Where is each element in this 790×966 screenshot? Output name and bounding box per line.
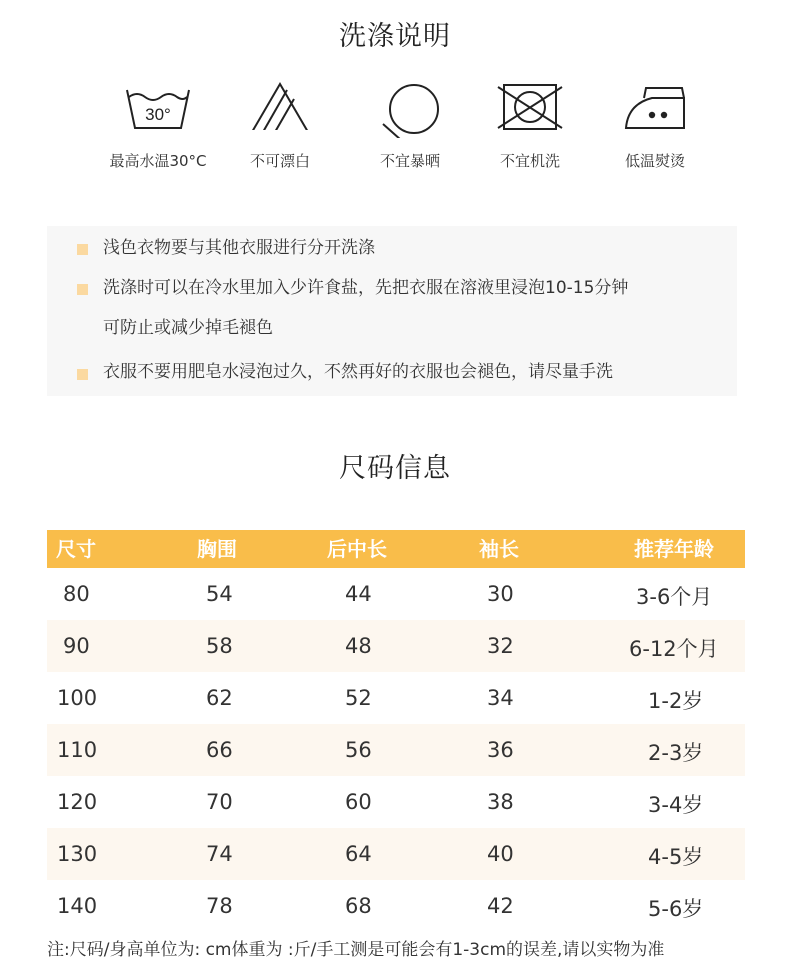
- cell-sleeve: 30: [487, 582, 514, 606]
- table-row: [47, 828, 745, 880]
- no-sun-dry-icon: [377, 82, 443, 138]
- cell-age: 1-2岁: [648, 689, 704, 713]
- cell-chest: 54: [206, 582, 233, 606]
- cell-size: 140: [57, 894, 98, 918]
- low-iron-icon: [622, 82, 688, 132]
- header-age: 推荐年龄: [634, 537, 714, 561]
- care-note: 衣服不要用肥皂水浸泡过久，不然再好的衣服也会褪色，请尽量手洗: [103, 362, 613, 382]
- table-header: [47, 530, 745, 568]
- cell-sleeve: 38: [487, 790, 514, 814]
- cell-sleeve: 32: [487, 634, 514, 658]
- bullet-icon: [77, 284, 88, 295]
- wash-icon-cell: [98, 82, 218, 171]
- care-note: 浅色衣物要与其他衣服进行分开洗涤: [103, 238, 375, 258]
- cell-size: 90: [63, 634, 90, 658]
- cell-size: 110: [57, 738, 98, 762]
- cell-age: 3-4岁: [648, 793, 704, 817]
- cell-sleeve: 40: [487, 842, 514, 866]
- cell-back-length: 52: [345, 686, 372, 710]
- cell-chest: 70: [206, 790, 233, 814]
- icon-label: 最高水温30°C: [109, 152, 207, 170]
- no-machine-wash-icon: [497, 82, 563, 132]
- cell-back-length: 44: [345, 582, 372, 606]
- care-note: 洗涤时可以在冷水里加入少许食盐，先把衣服在溶液里浸泡10-15分钟: [103, 278, 629, 298]
- table-row: [47, 724, 745, 776]
- cell-chest: 62: [206, 686, 233, 710]
- wash-temp: 30°: [145, 105, 171, 124]
- cell-back-length: 60: [345, 790, 372, 814]
- table-row: [47, 776, 745, 828]
- cell-back-length: 64: [345, 842, 372, 866]
- header-sleeve: 袖长: [479, 537, 519, 561]
- care-note: 可防止或减少掉毛褪色: [103, 318, 273, 338]
- size-title: 尺码信息: [339, 453, 451, 484]
- cell-age: 3-6个月: [636, 585, 713, 609]
- wash-30-icon: [125, 82, 191, 130]
- cell-sleeve: 34: [487, 686, 514, 710]
- size-table: [47, 530, 745, 932]
- icon-label: 不可漂白: [249, 152, 310, 170]
- wash-icon-cell: [350, 82, 470, 171]
- cell-size: 130: [57, 842, 98, 866]
- cell-age: 4-5岁: [648, 845, 704, 869]
- table-row: [47, 672, 745, 724]
- wash-icon-cell: [220, 82, 340, 171]
- icon-label: 不宜暴晒: [379, 152, 440, 170]
- cell-size: 100: [57, 686, 98, 710]
- care-notes-panel: [47, 226, 737, 396]
- cell-chest: 74: [206, 842, 233, 866]
- wash-title: 洗涤说明: [339, 21, 451, 52]
- wash-icon-cell: [470, 82, 590, 171]
- size-footnote: 注:尺码/身高单位为: cm体重为 :斤/手工测是可能会有1-3cm的误差,请以实物为准: [47, 940, 665, 960]
- cell-chest: 78: [206, 894, 233, 918]
- cell-age: 5-6岁: [648, 897, 704, 921]
- header-chest: 胸围: [197, 537, 237, 561]
- cell-size: 80: [63, 582, 90, 606]
- icon-label: 不宜机洗: [499, 152, 560, 170]
- no-bleach-icon: [247, 82, 313, 130]
- bullet-icon: [77, 369, 88, 380]
- cell-sleeve: 42: [487, 894, 514, 918]
- header-back-length: 后中长: [327, 537, 387, 561]
- cell-back-length: 48: [345, 634, 372, 658]
- icon-label: 低温熨烫: [624, 152, 685, 170]
- cell-chest: 66: [206, 738, 233, 762]
- cell-age: 6-12个月: [629, 637, 719, 661]
- cell-age: 2-3岁: [648, 741, 704, 765]
- table-row: [47, 568, 745, 620]
- wash-icon-cell: [595, 82, 715, 171]
- cell-back-length: 68: [345, 894, 372, 918]
- header-size: 尺寸: [56, 537, 96, 561]
- table-row: [47, 620, 745, 672]
- cell-back-length: 56: [345, 738, 372, 762]
- table-row: [47, 880, 745, 932]
- cell-size: 120: [57, 790, 98, 814]
- cell-sleeve: 36: [487, 738, 514, 762]
- wash-icons: [0, 82, 790, 192]
- cell-chest: 58: [206, 634, 233, 658]
- bullet-icon: [77, 244, 88, 255]
